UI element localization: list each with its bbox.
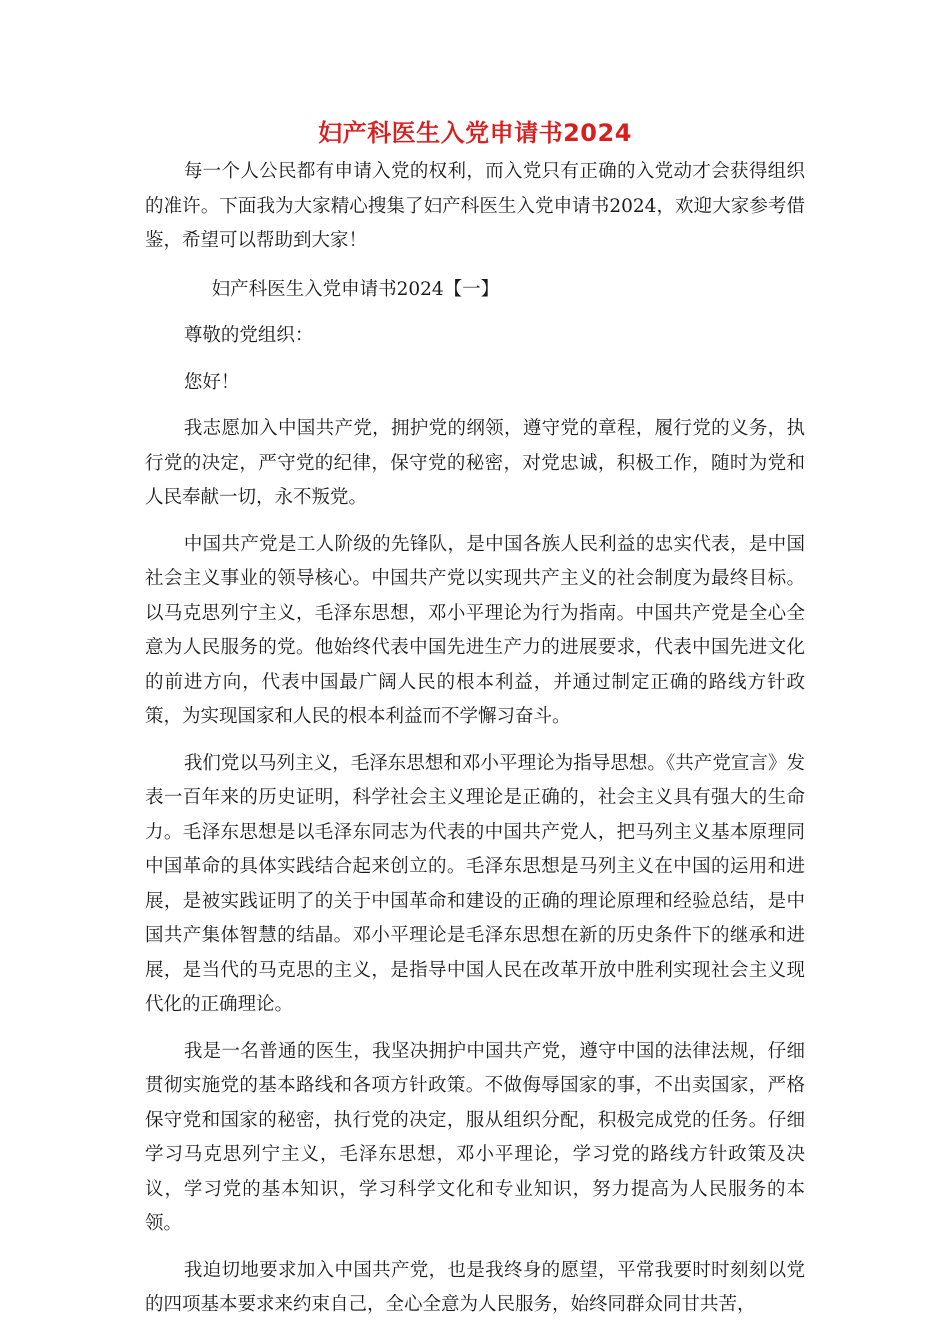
greeting: 您好！ (183, 371, 240, 393)
salutation: 尊敬的党组织： (183, 325, 314, 346)
body-paragraph: 我们党以马列主义，毛泽东思想和邓小平理论为指导思想。《共产党宣言》发表一百年来的历史证明，科学社会主义理论是正确的，社会主义具有强大的生命力。毛泽东思想是以毛泽东同志为代表的中国共产党人，把马列主义基本原理同中国革命的具体实践结合起来创立的。毛泽东思想是马列主义在中国的运用和进展，是被实践证明了的关于中国革命和建设的正确的理论原理和经验总结，是中国共产集体智慧的结晶。邓小平理论是毛泽东思想在新的历史条件下的继承和进展，是当代的马克思的主义，是指导中国人民在改革开放中胜利实现社会主义现代化的正确理论。 (145, 752, 805, 1015)
body-paragraph: 我迫切地要求加入中国共产党，也是我终身的愿望，平常我要时时刻刻以党的四项基本要求来约束自己，全心全意为人民服务，始终同群众同甘共苦， (145, 1259, 805, 1315)
document-title: 妇产科医生入党申请书2024 (318, 119, 632, 147)
body-paragraph: 我是一名普通的医生，我坚决拥护中国共产党，遵守中国的法律法规，仔细贯彻实施党的基本路线和各项方针政策。不做侮辱国家的事，不出卖国家，严格保守党和国家的秘密，执行党的决定，服从组织分配，积极完成党的任务。仔细学习马克思列宁主义，毛泽东思想，邓小平理论，学习党的路线方针政策及决议，学习党的基本知识，学习科学文化和专业知识，努力提高为人民服务的本领。 (145, 1040, 805, 1234)
body-paragraph: 中国共产党是工人阶级的先锋队，是中国各族人民利益的忠实代表，是中国社会主义事业的领导核心。中国共产党以实现共产主义的社会制度为最终目标。以马克思列宁主义，毛泽东思想，邓小平理论为行为指南。中国共产党是全心全意为人民服务的党。他始终代表中国先进生产力的进展要求，代表中国先进文化的前进方向，代表中国最广阔人民的根本利益，并通过制定正确的路线方针政策，为实现国家和人民的根本利益而不学懈习奋斗。 (145, 533, 805, 727)
body-paragraph: 我志愿加入中国共产党，拥护党的纲领，遵守党的章程，履行党的义务，执行党的决定，严守党的纪律，保守党的秘密，对党忠诚，积极工作，随时为党和人民奉献一切，永不叛党。 (145, 418, 805, 508)
document-body (145, 155, 805, 1323)
intro-paragraph: 每一个人公民都有申请入党的权利，而入党只有正确的入党动才会获得组织的准许。下面我为大家精心搜集了妇产科医生入党申请书2024，欢迎大家参考借鉴，希望可以帮助到大家！ (145, 161, 805, 251)
section-heading: 妇产科医生入党申请书2024【一】 (211, 278, 500, 300)
